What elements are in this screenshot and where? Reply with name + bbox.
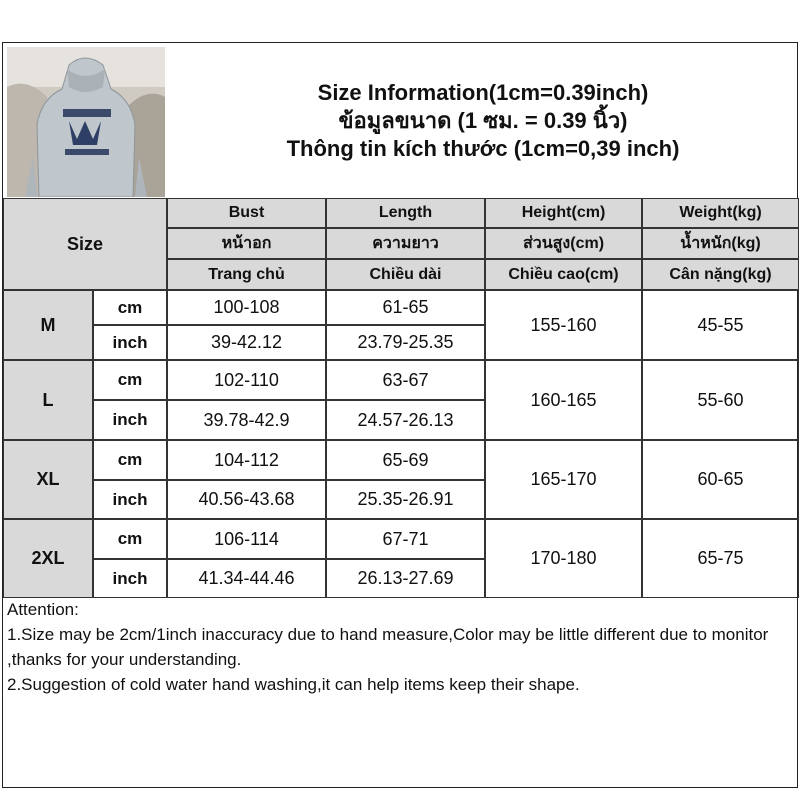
unit-cm: cm — [93, 290, 167, 325]
weight-range: 65-75 — [642, 519, 799, 598]
length-header-th: ความยาว — [326, 228, 485, 259]
hoodie-icon — [7, 47, 165, 197]
bust-header-th: หน้าอก — [167, 228, 326, 259]
attention-note-1: 1.Size may be 2cm/1inch inaccuracy due to hand measure,Color may be little different due to monitor ,thanks for your understanding. — [7, 625, 769, 669]
height-range: 160-165 — [485, 360, 642, 440]
length-cm: 67-71 — [326, 519, 485, 559]
weight-header-en: Weight(kg) — [642, 198, 799, 228]
bust-inch: 39-42.12 — [167, 325, 326, 360]
unit-cm: cm — [93, 360, 167, 400]
attention-heading: Attention: — [7, 600, 79, 619]
title-thai: ข้อมูลขนาด (1 ซม. = 0.39 นิ้ว) — [338, 107, 628, 133]
unit-inch: inch — [93, 400, 167, 440]
weight-range: 45-55 — [642, 290, 799, 360]
height-header-en: Height(cm) — [485, 198, 642, 228]
bust-cm: 100-108 — [167, 290, 326, 325]
height-header-vi: Chiều cao(cm) — [485, 259, 642, 290]
unit-inch: inch — [93, 559, 167, 598]
bust-header-en: Bust — [167, 198, 326, 228]
length-inch: 23.79-25.35 — [326, 325, 485, 360]
title-english: Size Information(1cm=0.39inch) — [317, 79, 649, 105]
size-chart — [2, 42, 798, 788]
attention-note-2: 2.Suggestion of cold water hand washing,it can help items keep their shape. — [7, 675, 580, 694]
length-inch: 24.57-26.13 — [326, 400, 485, 440]
size-label: M — [3, 290, 93, 360]
bust-cm: 106-114 — [167, 519, 326, 559]
weight-header-vi: Cân nặng(kg) — [642, 259, 799, 290]
length-cm: 65-69 — [326, 440, 485, 480]
bust-inch: 41.34-44.46 — [167, 559, 326, 598]
height-range: 170-180 — [485, 519, 642, 598]
height-range: 165-170 — [485, 440, 642, 519]
length-inch: 26.13-27.69 — [326, 559, 485, 598]
size-label: 2XL — [3, 519, 93, 598]
weight-header-th: น้ำหนัก(kg) — [642, 228, 799, 259]
unit-inch: inch — [93, 480, 167, 519]
height-header-th: ส่วนสูง(cm) — [485, 228, 642, 259]
unit-cm: cm — [93, 440, 167, 480]
bust-inch: 39.78-42.9 — [167, 400, 326, 440]
length-header-en: Length — [326, 198, 485, 228]
length-cm: 61-65 — [326, 290, 485, 325]
length-header-vi: Chiều dài — [326, 259, 485, 290]
unit-cm: cm — [93, 519, 167, 559]
title-vietnamese: Thông tin kích thước (1cm=0,39 inch) — [286, 135, 680, 161]
length-inch: 25.35-26.91 — [326, 480, 485, 519]
unit-inch: inch — [93, 325, 167, 360]
attention-notes — [3, 597, 799, 697]
weight-range: 55-60 — [642, 360, 799, 440]
size-column-header: Size — [3, 198, 167, 290]
length-cm: 63-67 — [326, 360, 485, 400]
size-label: XL — [3, 440, 93, 519]
height-range: 155-160 — [485, 290, 642, 360]
size-information-title — [167, 43, 799, 198]
size-label: L — [3, 360, 93, 440]
bust-inch: 40.56-43.68 — [167, 480, 326, 519]
product-photo — [7, 47, 165, 197]
bust-cm: 102-110 — [167, 360, 326, 400]
bust-cm: 104-112 — [167, 440, 326, 480]
bust-header-vi: Trang chủ — [167, 259, 326, 290]
weight-range: 60-65 — [642, 440, 799, 519]
